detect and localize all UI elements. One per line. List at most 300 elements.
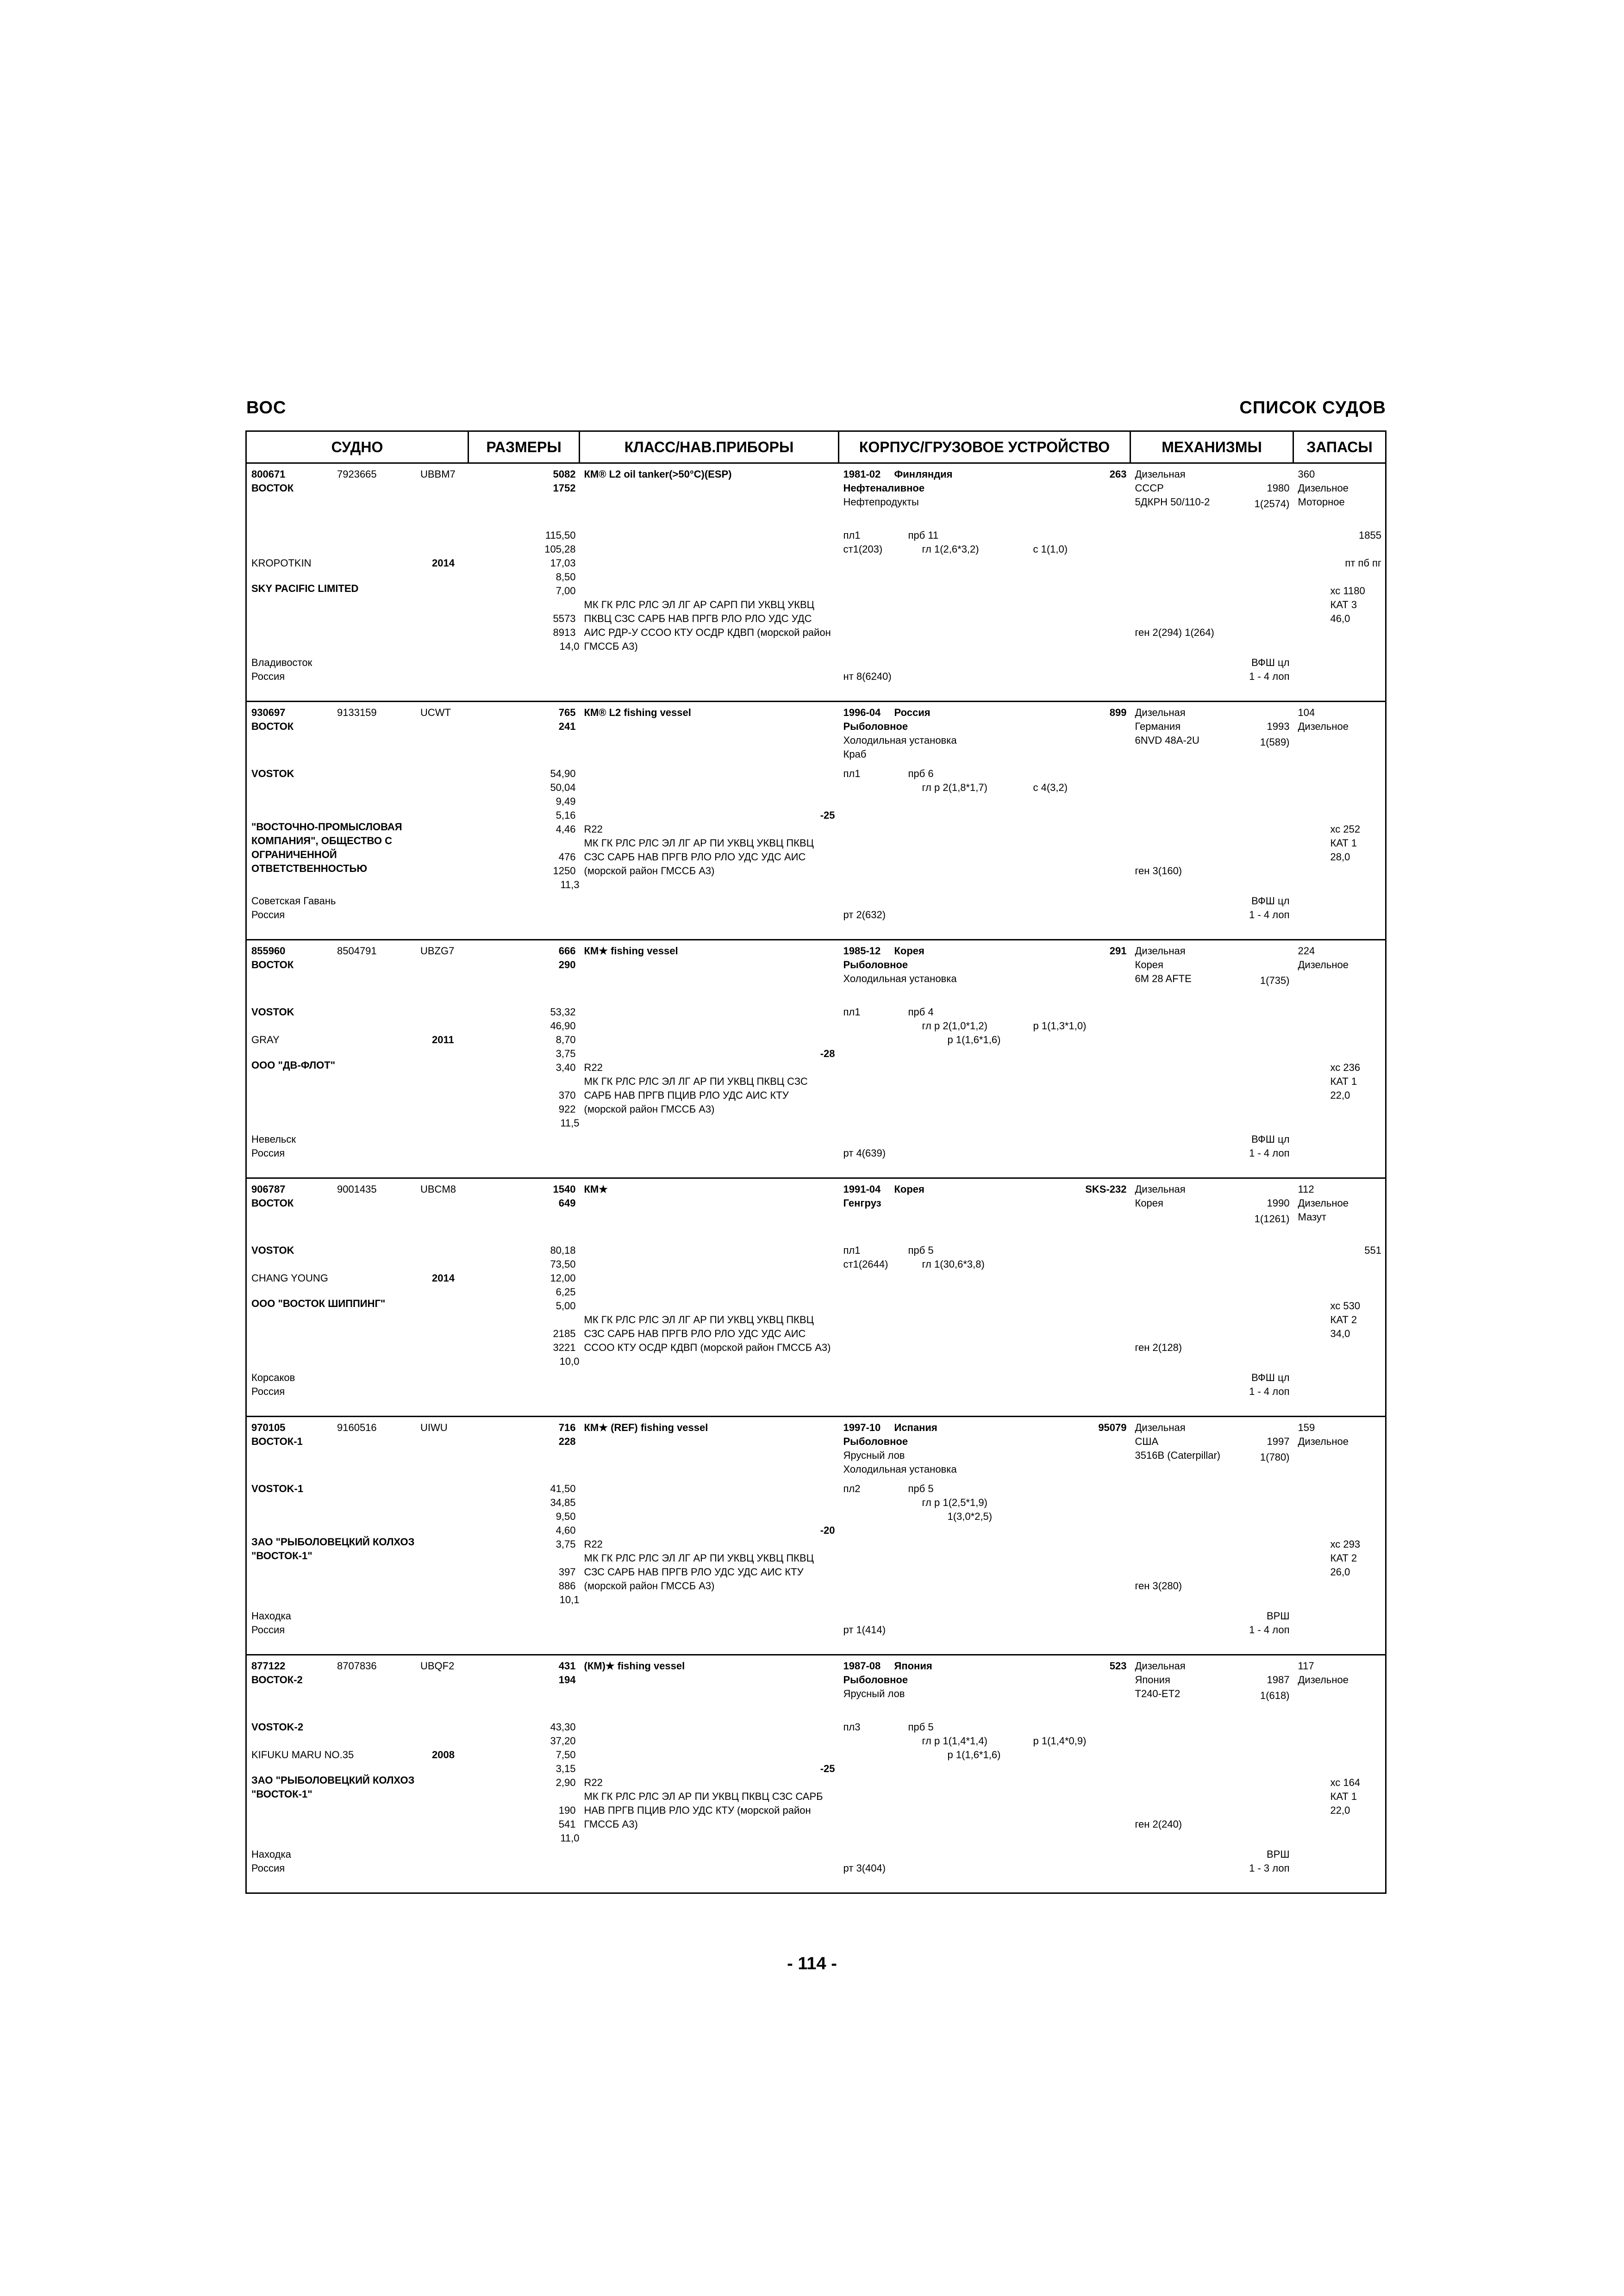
vessel-subtype: Ярусный лов: [843, 1450, 905, 1461]
vessel-type: Нефтеналивное: [843, 482, 925, 494]
engine-type: Дизельная: [1135, 1183, 1186, 1195]
endurance: 46,0: [1330, 613, 1350, 624]
bulkheads: прб 5: [908, 1483, 934, 1494]
category: КАТ 1: [1330, 837, 1357, 849]
propeller-blades: 1 - 4 лоп: [1249, 1624, 1290, 1636]
water-amount: 1855: [1359, 529, 1381, 541]
dimensions-cell: [468, 1655, 580, 1893]
vessel-subtype: Нефтепродукты: [843, 496, 919, 508]
engine-type: Дизельная: [1135, 1660, 1186, 1672]
column-header-hull: КОРПУС/ГРУЗОВОЕ УСТРОЙСТВО: [839, 431, 1131, 463]
build-country: Япония: [894, 1660, 932, 1672]
side-doors: р 1(1,4*0,9): [1033, 1735, 1087, 1747]
dimension-value: 105,28: [544, 543, 576, 555]
decks: пл2: [843, 1483, 861, 1494]
port-of-registry: Находка: [251, 1610, 291, 1622]
flag-country: Россия: [251, 1624, 285, 1636]
vessel-type: Рыболовное: [843, 959, 908, 971]
build-country: Испания: [894, 1422, 937, 1433]
hatches-secondary: р 1(1,6*1,6): [947, 1749, 1001, 1761]
generators: ген 2(240): [1135, 1818, 1182, 1830]
fuel-type: Дизельное: [1298, 1674, 1349, 1686]
propeller-type: ВФШ цл: [1251, 895, 1290, 907]
propeller-blades: 1 - 4 лоп: [1249, 1147, 1290, 1159]
r-notation: R22: [584, 823, 603, 835]
generators: ген 2(128): [1135, 1342, 1182, 1353]
fuel-type: Дизельное: [1298, 721, 1349, 732]
engine-power: 1(735): [1260, 975, 1290, 986]
side-doors: с 1(1,0): [1033, 543, 1068, 555]
dimension-value: 53,32: [550, 1006, 576, 1018]
propeller-blades: 1 - 4 лоп: [1249, 909, 1290, 921]
deadweight-value: 8913: [553, 627, 576, 638]
ship-record: [246, 702, 1386, 940]
yard-number: 523: [1109, 1660, 1127, 1672]
ship-cell: [246, 1655, 468, 1893]
r-notation: R22: [584, 1777, 603, 1788]
deadweight-value: 2185: [553, 1328, 576, 1339]
r-notation: R22: [584, 1538, 603, 1550]
deadweight-value: 541: [558, 1818, 576, 1830]
dimension-value: 7,50: [556, 1749, 576, 1761]
deadweight-value: 190: [558, 1804, 576, 1816]
stores-cell: [1293, 702, 1386, 940]
deadweight-value: 3221: [553, 1342, 576, 1353]
ice-class: -20: [820, 1524, 835, 1536]
crew-capacity: хс 293: [1330, 1538, 1361, 1550]
deadweight-value: 5573: [553, 613, 576, 624]
former-name: KROPOTKIN: [251, 557, 312, 569]
owner-name: ЗАО "РЫБОЛОВЕЦКИЙ КОЛХОЗ "ВОСТОК-1": [251, 1536, 415, 1562]
propeller-type: ВРШ: [1266, 1610, 1290, 1622]
ship-cell: [246, 702, 468, 940]
dimension-value: 73,50: [550, 1258, 576, 1270]
owner-name: SKY PACIFIC LIMITED: [251, 583, 359, 594]
propeller-type: ВФШ цл: [1251, 1372, 1290, 1383]
dimension-value: 4,46: [556, 823, 576, 835]
dimension-value: 41,50: [550, 1483, 576, 1494]
port-of-registry: Корсаков: [251, 1372, 295, 1383]
engine-power: 1(780): [1260, 1451, 1290, 1463]
hatches: гл 1(2,6*3,2): [922, 543, 979, 555]
engine-country: США: [1135, 1436, 1159, 1447]
engine-year: 1993: [1267, 721, 1290, 732]
stores-cell: [1293, 1178, 1386, 1417]
propeller-blades: 1 - 4 лоп: [1249, 671, 1290, 682]
former-name: GRAY: [251, 1034, 280, 1045]
decks: пл1: [843, 1006, 861, 1018]
class-cell: [580, 702, 839, 940]
build-date: 1987-08: [843, 1660, 881, 1672]
stores-cell: [1293, 1417, 1386, 1655]
engine-model: 6NVD 48A-2U: [1135, 734, 1199, 746]
flag-country: Россия: [251, 671, 285, 682]
engine-country: Япония: [1135, 1674, 1170, 1686]
fuel-amount: 104: [1298, 707, 1315, 718]
port-of-registry: Владивосток: [251, 657, 312, 668]
ship-name: ВОСТОК-1: [251, 1436, 303, 1447]
decks: пл1: [843, 768, 861, 779]
latin-name: VOSTOK-1: [251, 1483, 304, 1494]
build-date: 1991-04: [843, 1183, 881, 1195]
port-of-registry: Невельск: [251, 1133, 296, 1145]
dimension-value: 115,50: [545, 529, 576, 541]
former-name-year: 2014: [432, 557, 455, 569]
side-doors: р 1(1,3*1,0): [1033, 1020, 1087, 1032]
owner-name: ООО "ДВ-ФЛОТ": [251, 1059, 336, 1071]
former-name-year: 2011: [432, 1034, 454, 1045]
draft-value: 11,0: [560, 1832, 580, 1844]
deadweight-value: 370: [558, 1089, 576, 1101]
machinery-cell: [1131, 940, 1293, 1178]
table-header-row: [246, 431, 1386, 463]
water-note: пт пб пг: [1345, 557, 1381, 569]
draft-value: 11,5: [560, 1117, 580, 1129]
ice-class: -25: [820, 1763, 835, 1774]
hatches: гл р 2(1,0*1,2): [922, 1020, 987, 1032]
ship-name: ВОСТОК: [251, 721, 294, 732]
nav-equipment: МК ГК РЛС РЛС ЭЛ ЛГ АР ПИ УКВЦ УКВЦ ПКВЦ СЗС САРБ НАВ ПРГВ РЛО УДС УДС АИС КТУ (морской район ГМССБ А3): [584, 1552, 814, 1592]
engine-type: Дизельная: [1135, 468, 1186, 480]
imo-number: 9133159: [337, 707, 377, 718]
deadweight-value: 476: [558, 851, 576, 863]
build-country: Финляндия: [894, 468, 953, 480]
engine-power: 1(589): [1260, 736, 1290, 748]
machinery-cell: [1131, 702, 1293, 940]
endurance: 22,0: [1330, 1804, 1350, 1816]
ship-record: [246, 1655, 1386, 1893]
imo-number: 8504791: [337, 945, 377, 957]
net-tonnage: 241: [558, 721, 576, 732]
class-notation: (КМ)★ fishing vessel: [584, 1660, 685, 1672]
engine-country: Корея: [1135, 1197, 1163, 1209]
class-notation: КМ★ (REF) fishing vessel: [584, 1422, 708, 1433]
fuel-amount: 360: [1298, 468, 1315, 480]
machinery-cell: [1131, 463, 1293, 702]
stores-cell: [1293, 463, 1386, 702]
imo-number: 8707836: [337, 1660, 377, 1672]
dimension-value: 17,03: [550, 557, 576, 569]
fuel-type-secondary: Моторное: [1298, 496, 1345, 508]
call-sign: UBQF2: [420, 1660, 455, 1672]
dimension-value: 37,20: [550, 1735, 576, 1747]
engine-power: 1(618): [1260, 1690, 1290, 1701]
dimensions-cell: [468, 1178, 580, 1417]
machinery-cell: [1131, 1655, 1293, 1893]
dimension-value: 5,00: [556, 1300, 576, 1312]
ship-cell: [246, 1178, 468, 1417]
gross-tonnage: 5082: [553, 468, 576, 480]
latin-name: VOSTOK-2: [251, 1721, 304, 1733]
ship-record: [246, 1417, 1386, 1655]
fuel-type: Дизельное: [1298, 959, 1349, 971]
engine-type: Дизельная: [1135, 707, 1186, 718]
former-name-year: 2014: [432, 1272, 455, 1284]
build-date: 1997-10: [843, 1422, 881, 1433]
dimension-value: 9,50: [556, 1511, 576, 1522]
engine-model: 3516B (Caterpillar): [1135, 1450, 1221, 1461]
dimension-value: 8,50: [556, 571, 576, 583]
engine-type: Дизельная: [1135, 945, 1186, 957]
cargo-gear: рт 3(404): [843, 1862, 886, 1874]
dimension-value: 3,75: [556, 1538, 576, 1550]
dimensions-cell: [468, 940, 580, 1178]
fuel-type-secondary: Мазут: [1298, 1211, 1326, 1223]
fuel-type: Дизельное: [1298, 1436, 1349, 1447]
latin-name: VOSTOK: [251, 768, 294, 779]
column-header-dimensions: РАЗМЕРЫ: [468, 431, 580, 463]
ship-name: ВОСТОК: [251, 482, 294, 494]
reg-number: 877122: [251, 1660, 286, 1672]
endurance: 26,0: [1330, 1566, 1350, 1578]
bulkheads: прб 6: [908, 768, 934, 779]
engine-year: 1980: [1267, 482, 1290, 494]
nav-equipment: МК ГК РЛС РЛС ЭЛ ЛГ АР ПИ УКВЦ УКВЦ ПКВЦ СЗС САРБ НАВ ПРГВ РЛО РЛО УДС УДС АИС СCОО КТУ ОСДР КДВП (морской район ГМССБ А3): [584, 1314, 831, 1353]
imo-number: 9160516: [337, 1422, 377, 1433]
engine-model: T240-ET2: [1135, 1688, 1181, 1699]
port-of-registry: Советская Гавань: [251, 895, 336, 907]
call-sign: UBBM7: [420, 468, 456, 480]
hatches-secondary: р 1(1,6*1,6): [947, 1034, 1001, 1045]
ship-cell: [246, 1417, 468, 1655]
flag-country: Россия: [251, 1147, 285, 1159]
generators: ген 2(294) 1(264): [1135, 627, 1214, 638]
cargo-gear: рт 2(632): [843, 909, 886, 921]
dimension-value: 43,30: [550, 1721, 576, 1733]
gross-tonnage: 666: [558, 945, 576, 957]
category: КАТ 2: [1330, 1314, 1357, 1325]
call-sign: UBCM8: [420, 1183, 456, 1195]
page-number: - 114 -: [787, 1954, 837, 1973]
machinery-cell: [1131, 1178, 1293, 1417]
yard-number: 899: [1109, 707, 1127, 718]
page-header-left: ВОС: [246, 398, 287, 417]
cargo-gear: рт 4(639): [843, 1147, 886, 1159]
reg-number: 930697: [251, 707, 286, 718]
stores-cell: [1293, 1655, 1386, 1893]
cargo-gear: рт 1(414): [843, 1624, 886, 1636]
engine-country: Германия: [1135, 721, 1181, 732]
holds: ст1(2644): [843, 1258, 888, 1270]
propeller-blades: 1 - 4 лоп: [1249, 1386, 1290, 1397]
owner-name: ЗАО "РЫБОЛОВЕЦКИЙ КОЛХОЗ "ВОСТОК-1": [251, 1774, 415, 1800]
ship-register-table: [245, 430, 1387, 1894]
flag-country: Россия: [251, 1386, 285, 1397]
nav-equipment: МК ГК РЛС РЛС ЭЛ АР ПИ УКВЦ ПКВЦ СЗС САРБ НАВ ПРГВ ПЦИВ РЛО УДС КТУ (морской район ГМССБ А3): [584, 1791, 823, 1830]
latin-name: VOSTOK: [251, 1006, 294, 1018]
net-tonnage: 228: [558, 1436, 576, 1447]
ship-cell: [246, 463, 468, 702]
dimension-value: 80,18: [550, 1244, 576, 1256]
column-header-stores: ЗАПАСЫ: [1293, 431, 1386, 463]
propeller-type: ВФШ цл: [1251, 657, 1290, 668]
engine-type: Дизельная: [1135, 1422, 1186, 1433]
call-sign: UCWT: [420, 707, 451, 718]
fuel-type: Дизельное: [1298, 482, 1349, 494]
engine-year: 1987: [1267, 1674, 1290, 1686]
class-cell: [580, 940, 839, 1178]
draft-value: 11,3: [560, 879, 580, 890]
class-notation: КМ★: [584, 1183, 608, 1195]
ship-name: ВОСТОК: [251, 1197, 294, 1209]
dimension-value: 12,00: [550, 1272, 576, 1284]
draft-value: 10,0: [559, 1356, 580, 1367]
hatches-secondary: 1(3,0*2,5): [947, 1511, 993, 1522]
net-tonnage: 290: [558, 959, 576, 971]
engine-year: 1990: [1267, 1197, 1290, 1209]
decks: пл3: [843, 1721, 861, 1733]
bulkheads: прб 5: [908, 1721, 934, 1733]
dimension-value: 6,25: [556, 1286, 576, 1298]
stores-cell: [1293, 940, 1386, 1178]
vessel-type: Рыболовное: [843, 721, 908, 732]
net-tonnage: 1752: [553, 482, 576, 494]
ice-class: -25: [820, 809, 835, 821]
dimension-value: 3,15: [556, 1763, 576, 1774]
side-doors: с 4(3,2): [1033, 782, 1068, 793]
port-of-registry: Находка: [251, 1848, 291, 1860]
fuel-amount: 159: [1298, 1422, 1315, 1433]
flag-country: Россия: [251, 1862, 285, 1874]
draft-value: 10,1: [559, 1594, 580, 1605]
engine-model: 5ДКРН 50/110-2: [1135, 496, 1210, 508]
endurance: 34,0: [1330, 1328, 1350, 1339]
category: КАТ 1: [1330, 1076, 1357, 1087]
class-notation: КМ® L2 oil tanker(>50°C)(ESP): [584, 468, 732, 480]
build-country: Корея: [894, 945, 924, 957]
hatches: гл р 1(2,5*1,9): [922, 1497, 987, 1508]
class-cell: [580, 1417, 839, 1655]
engine-country: СССР: [1135, 482, 1164, 494]
gross-tonnage: 431: [558, 1660, 576, 1672]
category: КАТ 2: [1330, 1552, 1357, 1564]
fuel-type: Дизельное: [1298, 1197, 1349, 1209]
ship-record: [246, 463, 1386, 702]
ship-cell: [246, 940, 468, 1178]
former-name-year: 2008: [432, 1749, 455, 1761]
fuel-amount: 112: [1298, 1183, 1314, 1195]
vessel-subtype: Краб: [843, 748, 867, 760]
category: КАТ 3: [1330, 599, 1357, 610]
dimension-value: 9,49: [556, 796, 576, 807]
dimension-value: 34,85: [550, 1497, 576, 1508]
net-tonnage: 649: [558, 1197, 576, 1209]
former-name: CHANG YOUNG: [251, 1272, 328, 1284]
crew-capacity: хс 164: [1330, 1777, 1361, 1788]
class-cell: [580, 463, 839, 702]
hull-cell: [839, 1178, 1131, 1417]
engine-power: 1(2574): [1254, 498, 1290, 510]
cargo-gear: нт 8(6240): [843, 671, 892, 682]
hatches: гл р 1(1,4*1,4): [922, 1735, 987, 1747]
fuel-amount: 117: [1298, 1660, 1314, 1672]
gross-tonnage: 1540: [553, 1183, 576, 1195]
crew-capacity: хс 1180: [1330, 585, 1365, 597]
column-header-machinery: МЕХАНИЗМЫ: [1131, 431, 1293, 463]
call-sign: UBZG7: [420, 945, 455, 957]
vessel-subtype: Ярусный лов: [843, 1688, 905, 1699]
yard-number: 95079: [1098, 1422, 1127, 1433]
flag-country: Россия: [251, 909, 285, 921]
build-date: 1981-02: [843, 468, 881, 480]
dimension-value: 2,90: [556, 1777, 576, 1788]
draft-value: 14,0: [559, 641, 580, 652]
column-header-ship: СУДНО: [246, 431, 468, 463]
latin-name: VOSTOK: [251, 1244, 294, 1256]
call-sign: UIWU: [420, 1422, 448, 1433]
water-amount: 551: [1364, 1244, 1381, 1256]
hull-cell: [839, 940, 1131, 1178]
class-cell: [580, 1655, 839, 1893]
build-country: Корея: [894, 1183, 924, 1195]
class-notation: КМ® L2 fishing vessel: [584, 707, 691, 718]
deadweight-value: 886: [558, 1580, 576, 1592]
r-notation: R22: [584, 1062, 603, 1073]
fuel-amount: 224: [1298, 945, 1315, 957]
dimensions-cell: [468, 702, 580, 940]
reg-number: 906787: [251, 1183, 286, 1195]
imo-number: 9001435: [337, 1183, 377, 1195]
vessel-type: Рыболовное: [843, 1436, 908, 1447]
crew-capacity: хс 530: [1330, 1300, 1361, 1312]
dimension-value: 50,04: [550, 782, 576, 793]
nav-equipment: МК ГК РЛС РЛС ЭЛ ЛГ АР ПИ УКВЦ УКВЦ ПКВЦ СЗС САРБ НАВ ПРГВ РЛО РЛО УДС УДС АИС (морской район ГМССБ А3): [584, 837, 814, 877]
hatches: гл 1(30,6*3,8): [922, 1258, 985, 1270]
ship-record: [246, 1178, 1386, 1417]
decks: пл1: [843, 529, 861, 541]
dimension-value: 8,70: [556, 1034, 576, 1045]
hull-cell: [839, 1417, 1131, 1655]
engine-model: 6M 28 AFTE: [1135, 973, 1192, 984]
propeller-type: ВРШ: [1266, 1848, 1290, 1860]
column-header-class: КЛАСС/НАВ.ПРИБОРЫ: [580, 431, 839, 463]
generators: ген 3(160): [1135, 865, 1182, 877]
deadweight-value: 397: [558, 1566, 576, 1578]
nav-equipment: МК ГК РЛС РЛС ЭЛ ЛГ АР САРП ПИ УКВЦ УКВЦ ПКВЦ СЗС САРБ НАВ ПРГВ РЛО РЛО УДС УДС АИС РДР-У СCОО КТУ ОСДР КДВП (морской район ГМССБ А3): [584, 599, 831, 652]
vessel-subtype: Холодильная установка: [843, 1463, 957, 1475]
dimension-value: 54,90: [550, 768, 576, 779]
engine-power: 1(1261): [1254, 1213, 1290, 1225]
dimension-value: 46,90: [550, 1020, 576, 1032]
machinery-cell: [1131, 1417, 1293, 1655]
dimension-value: 4,60: [556, 1524, 576, 1536]
vessel-subtype: Холодильная установка: [843, 734, 957, 746]
bulkheads: прб 5: [908, 1244, 934, 1256]
ship-record: [246, 940, 1386, 1178]
reg-number: 855960: [251, 945, 286, 957]
owner-name: ООО "ВОСТОК ШИППИНГ": [251, 1298, 386, 1309]
ice-class: -28: [820, 1048, 835, 1059]
reg-number: 970105: [251, 1422, 286, 1433]
build-date: 1985-12: [843, 945, 881, 957]
decks: пл1: [843, 1244, 861, 1256]
vessel-type: Рыболовное: [843, 1674, 908, 1686]
deadweight-value: 922: [558, 1103, 576, 1115]
build-date: 1996-04: [843, 707, 881, 718]
ship-name: ВОСТОК: [251, 959, 294, 971]
owner-name: "ВОСТОЧНО-ПРОМЫСЛОВАЯ КОМПАНИЯ", ОБЩЕСТВО С ОГРАНИЧЕННОЙ ОТВЕТСТВЕННОСТЬЮ: [251, 821, 402, 874]
net-tonnage: 194: [558, 1674, 576, 1686]
hull-cell: [839, 463, 1131, 702]
deadweight-value: 1250: [553, 865, 576, 877]
dimension-value: 3,75: [556, 1048, 576, 1059]
bulkheads: прб 11: [908, 529, 939, 541]
dimension-value: 7,00: [556, 585, 576, 597]
crew-capacity: хс 236: [1330, 1062, 1361, 1073]
yard-number: SKS-232: [1085, 1183, 1127, 1195]
dimensions-cell: [468, 1417, 580, 1655]
holds: ст1(203): [843, 543, 883, 555]
